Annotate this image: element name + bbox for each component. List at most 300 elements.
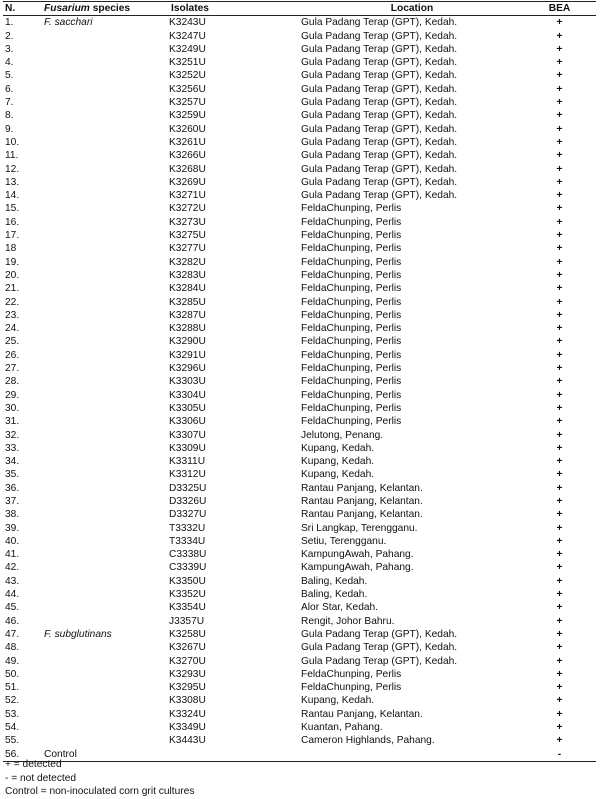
row-species: F. sacchari [44, 17, 93, 29]
table-row [3, 123, 596, 136]
row-species [39, 163, 169, 176]
row-bea: + [556, 323, 563, 335]
row-isolate: K3349U [169, 722, 206, 734]
row-location: Gula Padang Terap (GPT), Kedah. [301, 97, 458, 109]
row-location: Cameron Highlands, Pahang. [301, 735, 435, 747]
table-row [3, 30, 596, 43]
row-number: 28. [5, 376, 20, 388]
row-bea: + [556, 376, 563, 388]
row-isolate: K3312U [169, 469, 206, 481]
row-number: 44. [5, 589, 20, 601]
table-row [3, 668, 596, 681]
row-species [39, 734, 169, 747]
row-number: 17. [5, 230, 20, 242]
row-bea: + [556, 136, 563, 148]
row-number: 41. [5, 549, 20, 561]
row-isolate: K3352U [169, 589, 206, 601]
row-number: 5. [5, 70, 14, 82]
row-location: Gula Padang Terap (GPT), Kedah. [301, 30, 458, 42]
row-bea: + [556, 163, 563, 175]
row-location: Gula Padang Terap (GPT), Kedah. [301, 57, 458, 69]
row-bea: + [556, 589, 563, 601]
row-bea: + [556, 442, 563, 454]
table-row [3, 415, 596, 428]
row-location: Baling, Kedah. [301, 575, 368, 587]
row-location: Gula Padang Terap (GPT), Kedah. [301, 110, 458, 122]
row-species [39, 216, 169, 229]
row-isolate: T3332U [169, 522, 206, 534]
table-row [3, 721, 596, 734]
row-species [39, 615, 169, 628]
row-isolate: C3339U [169, 562, 207, 574]
row-species [39, 429, 169, 442]
table-row [3, 362, 596, 375]
row-species [39, 389, 169, 402]
row-bea: + [556, 695, 563, 707]
row-bea: + [556, 535, 563, 547]
row-number: 12. [5, 163, 20, 175]
table-row [3, 16, 596, 30]
row-location: FeldaChunping, Perlis [301, 402, 402, 414]
row-location: FeldaChunping, Perlis [301, 256, 402, 268]
row-bea: + [556, 110, 563, 122]
row-species [39, 109, 169, 122]
row-bea: + [556, 575, 563, 587]
row-bea: + [556, 243, 563, 255]
row-bea: + [556, 203, 563, 215]
row-bea: + [556, 615, 563, 627]
row-bea: + [556, 57, 563, 69]
row-number: 6. [5, 83, 14, 95]
table-row [3, 256, 596, 269]
row-isolate: K3277U [169, 243, 206, 255]
row-isolate: K3256U [169, 83, 206, 95]
table-row [3, 734, 596, 747]
row-species [39, 309, 169, 322]
row-bea: + [556, 296, 563, 308]
row-isolate: K3296U [169, 363, 206, 375]
row-location: FeldaChunping, Perlis [301, 203, 402, 215]
row-number: 48. [5, 642, 20, 654]
row-species [39, 69, 169, 82]
table-row [3, 708, 596, 721]
table-row [3, 655, 596, 668]
row-location: Kupang, Kedah. [301, 695, 375, 707]
row-species [39, 415, 169, 428]
row-location: Gula Padang Terap (GPT), Kedah. [301, 655, 458, 667]
row-isolate: K3307U [169, 429, 206, 441]
row-location: Rantau Panjang, Kelantan. [301, 708, 423, 720]
row-bea: - [523, 748, 596, 762]
row-isolate: K3293U [169, 668, 206, 680]
row-isolate: K3252U [169, 70, 206, 82]
header-species [39, 2, 169, 16]
table-row [3, 189, 596, 202]
row-location: Sri Langkap, Terengganu. [301, 522, 418, 534]
row-location: FeldaChunping, Perlis [301, 349, 402, 361]
table-row [3, 136, 596, 149]
row-bea: + [556, 150, 563, 162]
row-number: 38. [5, 509, 20, 521]
row-species: Control [39, 748, 169, 762]
row-number: 2. [5, 30, 14, 42]
table-row [3, 694, 596, 707]
row-number: 47. [5, 628, 20, 640]
table-row [3, 588, 596, 601]
row-location: FeldaChunping, Perlis [301, 243, 402, 255]
row-isolate: K3282U [169, 256, 206, 268]
row-isolate: K3273U [169, 216, 206, 228]
table-row [3, 83, 596, 96]
row-number: 34. [5, 456, 20, 468]
row-isolate: D3327U [169, 509, 207, 521]
row-bea: + [556, 628, 563, 640]
row-species [39, 641, 169, 654]
row-number: 42. [5, 562, 20, 574]
row-bea: + [556, 602, 563, 614]
row-number: 43. [5, 575, 20, 587]
row-species [39, 96, 169, 109]
row-location: FeldaChunping, Perlis [301, 296, 402, 308]
row-location: Baling, Kedah. [301, 589, 368, 601]
table-row [3, 176, 596, 189]
row-species [39, 721, 169, 734]
row-isolate: K3271U [169, 190, 206, 202]
table-row [3, 269, 596, 282]
row-location: FeldaChunping, Perlis [301, 416, 402, 428]
row-location: Rantau Panjang, Kelantan. [301, 495, 423, 507]
row-isolate: K3249U [169, 43, 206, 55]
row-location: FeldaChunping, Perlis [301, 682, 402, 694]
row-species [39, 189, 169, 202]
row-bea: + [556, 230, 563, 242]
row-location: Gula Padang Terap (GPT), Kedah. [301, 83, 458, 95]
row-location: KampungAwah, Pahang. [301, 562, 414, 574]
row-isolate: K3350U [169, 575, 206, 587]
row-bea: + [556, 482, 563, 494]
row-bea: + [556, 429, 563, 441]
row-bea: + [556, 682, 563, 694]
row-bea: + [556, 97, 563, 109]
row-species [39, 149, 169, 162]
row-species [39, 681, 169, 694]
table-row [3, 349, 596, 362]
row-number: 22. [5, 296, 20, 308]
row-number: 9. [5, 123, 14, 135]
row-number: 29. [5, 389, 20, 401]
row-number: 11. [5, 150, 19, 162]
row-number: 20. [5, 269, 20, 281]
row-isolate: K3275U [169, 230, 206, 242]
row-isolate: D3326U [169, 495, 207, 507]
row-species [39, 508, 169, 521]
row-species [39, 83, 169, 96]
row-number: 15. [5, 203, 20, 215]
row-location: FeldaChunping, Perlis [301, 283, 402, 295]
row-number: 18 [5, 243, 17, 255]
header-species-suffix: species [89, 3, 131, 14]
row-species [39, 495, 169, 508]
row-number: 26. [5, 349, 20, 361]
row-isolate: K3311U [169, 456, 206, 468]
row-species [39, 123, 169, 136]
row-bea: + [556, 522, 563, 534]
row-location: Gula Padang Terap (GPT), Kedah. [301, 176, 458, 188]
table-row [3, 442, 596, 455]
row-species: F. subglutinans [44, 628, 112, 640]
row-species [39, 694, 169, 707]
row-number: 40. [5, 535, 20, 547]
row-location: Kupang, Kedah. [301, 469, 375, 481]
row-number: 7. [5, 97, 14, 109]
table-row [3, 216, 596, 229]
row-bea: + [556, 402, 563, 414]
row-number: 25. [5, 336, 20, 348]
row-location: FeldaChunping, Perlis [301, 389, 402, 401]
row-location: Gula Padang Terap (GPT), Kedah. [301, 628, 458, 640]
row-number: 56. [3, 748, 39, 762]
row-location: Gula Padang Terap (GPT), Kedah. [301, 150, 458, 162]
row-isolate: K3287U [169, 309, 206, 321]
row-species [39, 256, 169, 269]
row-location: FeldaChunping, Perlis [301, 230, 402, 242]
note-control: Control = non-inoculated corn grit cultures [5, 786, 195, 797]
row-number: 19. [5, 256, 20, 268]
row-number: 51. [5, 682, 20, 694]
row-isolate: K3304U [169, 389, 206, 401]
row-species [39, 335, 169, 348]
row-bea: + [556, 655, 563, 667]
table-row [3, 282, 596, 295]
table-row [3, 429, 596, 442]
row-isolate: K3257U [169, 97, 206, 109]
table-row [3, 615, 596, 628]
table-row [3, 508, 596, 521]
table-row [3, 163, 596, 176]
table-row [3, 548, 596, 561]
row-isolate: K3295U [169, 682, 206, 694]
row-bea: + [556, 708, 563, 720]
row-isolate: K3285U [169, 296, 206, 308]
row-location: Setiu, Terengganu. [301, 535, 387, 547]
row-species [39, 708, 169, 721]
row-isolate: D3325U [169, 482, 207, 494]
row-bea: + [556, 363, 563, 375]
row-number: 55. [5, 735, 20, 747]
table-row [3, 109, 596, 122]
row-number: 16. [5, 216, 20, 228]
row-location: Kupang, Kedah. [301, 442, 375, 454]
table-row [3, 296, 596, 309]
row-location: FeldaChunping, Perlis [301, 336, 402, 348]
row-number: 3. [5, 43, 14, 55]
row-isolate: K3443U [169, 735, 206, 747]
row-species [39, 56, 169, 69]
row-number: 4. [5, 57, 14, 69]
header-number: N. [3, 2, 39, 16]
table-row [3, 535, 596, 548]
row-bea: + [556, 43, 563, 55]
row-isolate: K3261U [169, 136, 206, 148]
row-species [39, 588, 169, 601]
row-location: FeldaChunping, Perlis [301, 376, 402, 388]
row-bea: + [556, 336, 563, 348]
table-row [3, 69, 596, 82]
row-species [39, 482, 169, 495]
table-row [3, 402, 596, 415]
row-species [39, 522, 169, 535]
row-bea: + [556, 309, 563, 321]
row-isolate: K3283U [169, 269, 206, 281]
row-bea: + [556, 269, 563, 281]
row-location: FeldaChunping, Perlis [301, 309, 402, 321]
table-row [3, 455, 596, 468]
row-isolate: J3357U [169, 615, 205, 627]
row-number: 32. [5, 429, 20, 441]
row-number: 24. [5, 323, 20, 335]
note-not-detected: - = not detected [5, 772, 77, 784]
row-isolate: K3324U [169, 708, 206, 720]
row-location: FeldaChunping, Perlis [301, 323, 402, 335]
row-location: Gula Padang Terap (GPT), Kedah. [301, 163, 458, 175]
row-number: 30. [5, 402, 20, 414]
row-number: 54. [5, 722, 20, 734]
row-bea: + [556, 509, 563, 521]
row-bea: + [556, 176, 563, 188]
row-number: 39. [5, 522, 20, 534]
row-location: FeldaChunping, Perlis [301, 269, 402, 281]
row-number: 36. [5, 482, 20, 494]
row-location: Gula Padang Terap (GPT), Kedah. [301, 43, 458, 55]
row-isolate: K3272U [169, 203, 206, 215]
row-number: 13. [5, 176, 20, 188]
row-bea: + [556, 70, 563, 82]
table-row [3, 96, 596, 109]
header-isolates: Isolates [169, 2, 301, 16]
header-species-genus: Fusarium [44, 3, 90, 14]
row-number: 8. [5, 110, 14, 122]
note-detected: + = detected [5, 759, 62, 770]
row-location: FeldaChunping, Perlis [301, 668, 402, 680]
table-notes [5, 758, 194, 799]
table-row [3, 561, 596, 574]
header-location: Location [301, 2, 523, 16]
row-isolate: K3247U [169, 30, 206, 42]
table-row [3, 522, 596, 535]
row-bea: + [556, 735, 563, 747]
row-location: Jelutong, Penang. [301, 429, 384, 441]
table-row [3, 242, 596, 255]
table-row [3, 575, 596, 588]
row-location: Rengit, Johor Bahru. [301, 615, 395, 627]
row-species [39, 442, 169, 455]
row-bea: + [556, 469, 563, 481]
isolates-table [3, 1, 596, 762]
row-isolate: K3291U [169, 349, 206, 361]
row-isolate: K3258U [169, 628, 206, 640]
row-number: 27. [5, 363, 20, 375]
table-row [3, 495, 596, 508]
table-row [3, 309, 596, 322]
row-bea: + [556, 123, 563, 135]
row-isolate: K3290U [169, 336, 206, 348]
row-species [39, 455, 169, 468]
row-species [39, 535, 169, 548]
row-species [39, 402, 169, 415]
row-species [39, 349, 169, 362]
row-isolate: K3243U [169, 17, 206, 29]
row-location: Rantau Panjang, Kelantan. [301, 482, 423, 494]
row-location: Kuantan, Pahang. [301, 722, 383, 734]
row-number: 37. [5, 495, 20, 507]
row-isolate: K3270U [169, 655, 206, 667]
row-species [39, 375, 169, 388]
table-header-row [3, 2, 596, 16]
row-isolate: K3306U [169, 416, 206, 428]
table-row [3, 202, 596, 215]
row-species [39, 242, 169, 255]
row-isolate: K3288U [169, 323, 206, 335]
row-bea: + [556, 642, 563, 654]
table-body [3, 16, 596, 762]
row-species [39, 176, 169, 189]
row-species [39, 561, 169, 574]
row-species [39, 43, 169, 56]
row-species [39, 468, 169, 481]
row-location: Gula Padang Terap (GPT), Kedah. [301, 642, 458, 654]
row-location: Gula Padang Terap (GPT), Kedah. [301, 136, 458, 148]
header-bea: BEA [523, 2, 596, 16]
row-location: Gula Padang Terap (GPT), Kedah. [301, 123, 458, 135]
row-number: 23. [5, 309, 20, 321]
row-species [39, 136, 169, 149]
row-isolate: C3338U [169, 549, 207, 561]
row-bea: + [556, 30, 563, 42]
row-number: 10. [5, 136, 20, 148]
row-location: Gula Padang Terap (GPT), Kedah. [301, 190, 458, 202]
row-species [39, 575, 169, 588]
row-bea: + [556, 416, 563, 428]
table-row [3, 641, 596, 654]
row-species [39, 202, 169, 215]
row-bea: + [556, 562, 563, 574]
row-bea: + [556, 495, 563, 507]
row-bea: + [556, 17, 563, 29]
table-row [3, 229, 596, 242]
row-species [39, 362, 169, 375]
table-row [3, 628, 596, 641]
row-species [39, 269, 169, 282]
row-species [39, 668, 169, 681]
row-species [39, 229, 169, 242]
row-number: 46. [5, 615, 20, 627]
row-location: Gula Padang Terap (GPT), Kedah. [301, 70, 458, 82]
row-isolate: T3334U [169, 535, 206, 547]
row-isolate: K3308U [169, 695, 206, 707]
row-species [39, 322, 169, 335]
row-bea: + [556, 389, 563, 401]
row-species [39, 30, 169, 43]
row-isolate: K3259U [169, 110, 206, 122]
row-number: 49. [5, 655, 20, 667]
table-row [3, 43, 596, 56]
row-bea: + [556, 722, 563, 734]
table-row [3, 335, 596, 348]
row-isolate: K3267U [169, 642, 206, 654]
row-isolate: K3354U [169, 602, 206, 614]
row-isolate: K3309U [169, 442, 206, 454]
row-bea: + [556, 190, 563, 202]
